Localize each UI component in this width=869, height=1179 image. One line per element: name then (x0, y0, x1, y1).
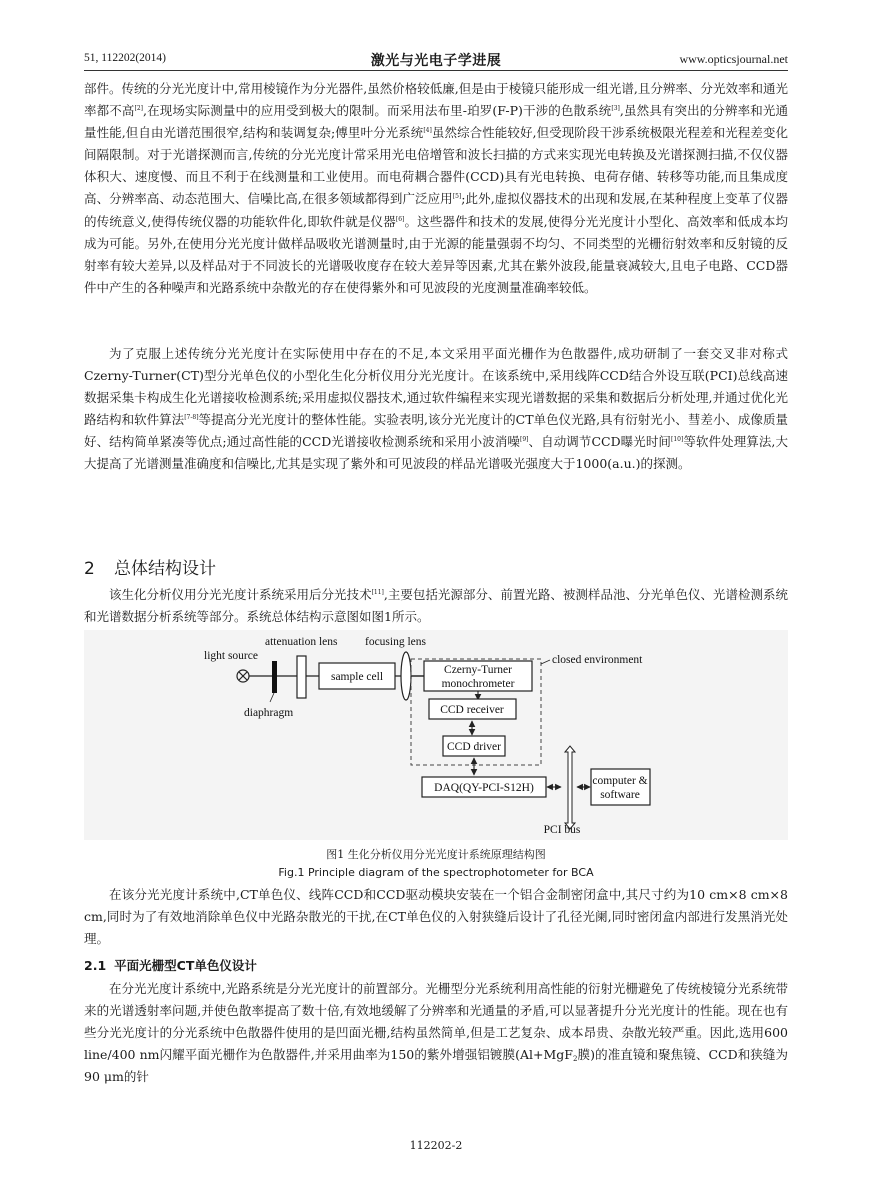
article-citation: 51, 112202(2014) (84, 52, 166, 64)
section2-paragraph-2: 在该分光光度计系统中,CT单色仪、线阵CCD和CCD驱动模块安装在一个铝合金制密闭盒中,其尺寸约为10 cm×8 cm×8 cm,同时为了有效地消除单色仪中光路杂散光的干扰,在CT单色仪的入射狭缝后设计了孔径光阑,同时密闭盒内部进行发黑消光处理。 (84, 887, 788, 947)
light-source-label: light source (204, 650, 258, 662)
computer-label-line1: computer & (592, 775, 648, 787)
pci-bus-label: PCI bus (543, 824, 581, 836)
daq-label: DAQ(QY-PCI-S12H) (434, 782, 534, 794)
attenuation-lens-label: attenuation lens (265, 636, 338, 648)
section-number: 2 (84, 559, 95, 579)
page-number: 112202-2 (409, 1139, 463, 1152)
citation-ref[interactable]: [4] (423, 127, 432, 135)
citation-ref[interactable]: [3] (611, 105, 620, 113)
citation-ref[interactable]: [2] (134, 105, 144, 113)
journal-title: 激光与光电子学进展 (370, 53, 502, 69)
section-title: 总体结构设计 (114, 559, 216, 579)
diaphragm-icon (272, 661, 277, 693)
attenuation-lens-icon (297, 656, 306, 698)
citation-ref[interactable]: [10] (670, 436, 684, 444)
subsection-number: 2.1 (84, 958, 107, 973)
citation-ref[interactable]: [9] (519, 436, 529, 444)
journal-website[interactable]: www.opticsjournal.net (679, 52, 788, 66)
subsection-heading-2-1 (84, 956, 257, 974)
figure-1-diagram (84, 630, 788, 840)
subsection-title: 平面光栅型CT单色仪设计 (114, 958, 257, 973)
pci-bus-arrow (565, 746, 575, 829)
figure-caption-cn: 图1 生化分析仪用分光光度计系统原理结构图 (326, 848, 546, 861)
citation-ref[interactable]: [7-8] (184, 414, 199, 422)
section2-paragraph-1: 该生化分析仪用分光光度计系统采用后分光技术[11],主要包括光源部分、前置光路、被测样品池、分光单色仪、光谱检测系统和光谱数据分析系统等部分。系统总体结构示意图如图1所示。 (84, 587, 788, 625)
focusing-lens-label: focusing lens (365, 636, 427, 648)
monochrometer-label-line1: Czerny-Turner (444, 664, 512, 676)
light-source-icon (237, 670, 249, 682)
citation-ref[interactable]: [5] (452, 193, 462, 201)
diaphragm-label: diaphragm (244, 707, 294, 719)
citation-ref[interactable]: [11] (371, 589, 384, 596)
system-diagram (84, 630, 788, 840)
sample-cell-label: sample cell (330, 671, 384, 683)
page-header (84, 50, 788, 70)
citation-ref[interactable]: [6] (395, 215, 405, 223)
section2-1-paragraph-1: 在分光光度计系统中,光路系统是分光光度计的前置部分。光栅型分光系统利用高性能的衍射光栅避免了传统棱镜分光系统带来的光谱透射率问题,并使色散率提高了数十倍,有效地缓解了分辨率和光通量的矛盾,可以显著提升分光光度计的性能。现在也有些分光光度计的分光系统中色散器件使用的是凹面光栅,结构虽然简单,但是工艺复杂、成本昂贵、杂散光较严重。因此,选用600 line/400 nm闪耀平面光栅作为色散器件,并采用曲率为150的紫外增强铝镀膜(Al+MgF$_2$膜)的准直镜和聚焦镜、CCD和狭缝为90 μm的针 (84, 981, 789, 1085)
section-heading-2 (84, 554, 216, 579)
closed-environment-label: closed environment (552, 654, 643, 666)
computer-label-line2: software (600, 789, 640, 801)
intro-paragraph-1: 部件。传统的分光光度计中,常用棱镜作为分光器件,虽然价格较低廉,但是由于棱镜只能形成一组光谱,且分辨率、分光效率和通光率都不高[2],在现场实际测量中的应用受到极大的限制。而采用法布里-珀罗(F-P)干涉的色散系统[3],虽然具有突出的分辨率和光通量性能,但自由光谱范围很窄,结构和装调复杂;傅里叶分光系统[4]虽然综合性能较好,但受现阶段干涉系统极限光程差和光程差变化间隔限制。对于光谱探测而言,传统的分光光度计常采用光电倍增管和波长扫描的方式来实现光电转换及光谱探测扫描,不仅仪器体积大、速度慢、而且不利于在线测量和工业使用。而电荷耦合器件(CCD)具有光电转换、电荷存储、转移等功能,而且集成度高、分辨率高、动态范围大、信噪比高,在很多领域都得到广泛应用[5];此外,虚拟仪器技术的出现和发展,在某种程度上变革了仪器的传统意义,使得传统仪器的功能软件化,即软件就是仪器[6]。这些器件和技术的发展,使得分光光度计小型化、高效率和低成本均成为可能。另外,在使用分光光度计做样品吸收光谱测量时,由于光源的能量强弱不均匀、不同类型的光栅衍射效率和反射镜的反射率有较大差异,以及样品对于不同波长的光谱吸收度存在较大差异等因素,尤其在紫外波段,能量衰减较大,且电子电路、CCD器件中产生的各种噪声和光路系统中杂散光的存在使得紫外和可见波段的光度测量准确率较低。 (84, 81, 788, 295)
focusing-lens-icon (401, 652, 411, 700)
header-rule (84, 70, 788, 71)
ccd-receiver-label: CCD receiver (440, 704, 504, 716)
ccd-driver-label: CCD driver (447, 741, 501, 753)
figure-caption-en: Fig.1 Principle diagram of the spectrophotometer for BCA (278, 866, 594, 879)
intro-paragraph-2: 为了克服上述传统分光光度计在实际使用中存在的不足,本文采用平面光栅作为色散器件,成功研制了一套交叉非对称式Czerny-Turner(CT)型分光单色仪的小型化生化分析仪用分光光度计。在该系统中,采用线阵CCD结合外设互联(PCI)总线高速数据采集卡构成生化光谱接收检测系统;采用虚拟仪器技术,通过软件编程来实现光谱数据的采集和数据后分析处理,并通过优化光路结构和软件算法[7-8]等提高分光光度计的整体性能。实验表明,该分光光度计的CT单色仪光路,具有衍射光小、彗差小、成像质量好、结构简单紧凑等优点;通过高性能的CCD光谱接收检测系统和采用小波消噪[9]、自动调节CCD曝光时间[10]等软件处理算法,大大提高了光谱测量准确度和信噪比,尤其是实现了紫外和可见波段的样品光谱吸光强度大于1000(a.u.)的探测。 (84, 346, 788, 472)
monochrometer-label-line2: monochrometer (441, 678, 515, 690)
